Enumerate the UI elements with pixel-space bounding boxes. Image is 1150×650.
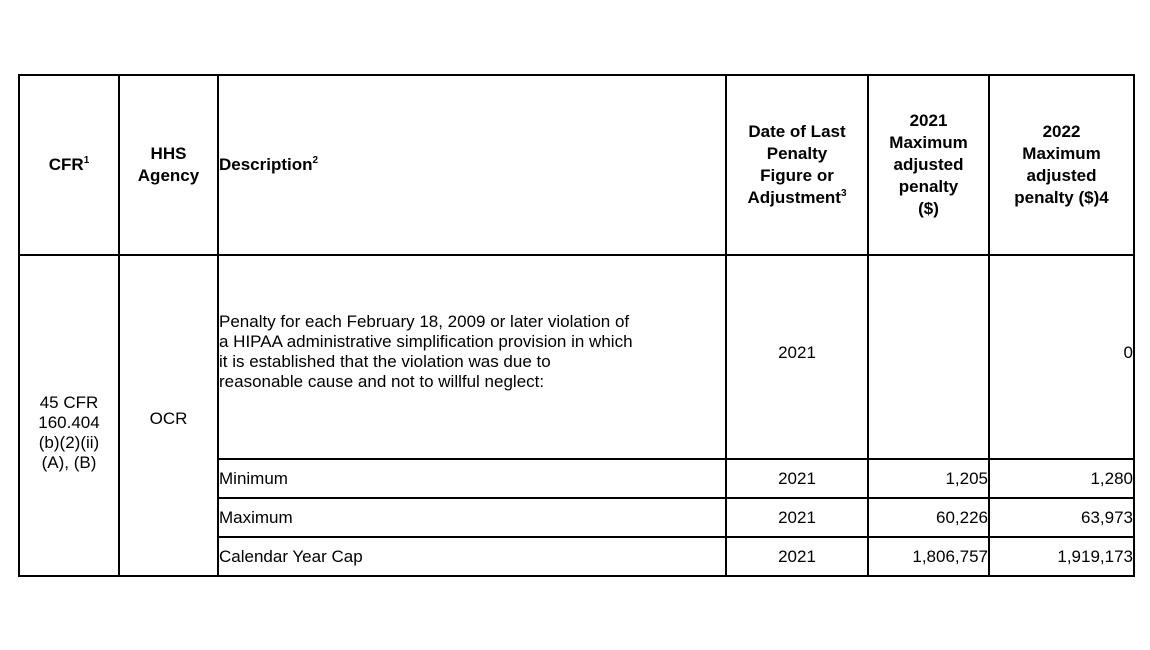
max-2021-cell (868, 255, 989, 459)
header-cfr (19, 75, 119, 255)
max-2021-value: 1,205 (945, 468, 988, 488)
header-max-2022-line: Maximum (1022, 144, 1101, 163)
description-cell (218, 498, 726, 537)
header-date-footnote: 3 (840, 188, 847, 199)
max-2021-cell (868, 459, 989, 498)
description-line: a HIPAA administrative simplification provision in which (219, 332, 633, 351)
cfr-line: 45 CFR (39, 392, 99, 412)
date-value: 2021 (778, 546, 816, 566)
header-description-footnote: 2 (312, 155, 319, 166)
description-cell (218, 537, 726, 576)
date-cell (726, 537, 868, 576)
description-value: Calendar Year Cap (219, 546, 363, 566)
header-agency-line: HHS (150, 144, 187, 163)
max-2021-value: 1,806,757 (912, 546, 988, 566)
description-value: Maximum (219, 507, 293, 527)
max-2022-value: 63,973 (1081, 507, 1133, 527)
header-max-2021-line: ($) (918, 199, 939, 218)
cfr-line: (A), (B) (41, 452, 97, 472)
max-2021-cell (868, 537, 989, 576)
max-2022-cell (989, 498, 1134, 537)
cfr-line: (b)(2)(ii) (38, 432, 100, 452)
description-cell (218, 255, 726, 459)
header-description (218, 75, 726, 255)
header-max-2021-line: penalty (898, 177, 959, 196)
cfr-line: 160.404 (38, 412, 100, 432)
header-max-2022-line: penalty ($)4 (1014, 188, 1109, 207)
agency-value: OCR (149, 408, 188, 428)
header-date-line: Penalty (766, 144, 828, 163)
header-agency (119, 75, 218, 255)
header-max-2022 (989, 75, 1134, 255)
description-line: Penalty for each February 18, 2009 or later violation of (219, 312, 630, 331)
header-date (726, 75, 868, 255)
header-agency-line: Agency (137, 166, 200, 185)
header-description-label: Description (219, 155, 313, 174)
header-max-2021-line: Maximum (889, 133, 968, 152)
header-date-line: Adjustment (747, 188, 841, 207)
penalty-table (18, 74, 1135, 577)
date-value: 2021 (778, 343, 816, 362)
table-row (19, 255, 1134, 459)
date-value: 2021 (778, 468, 816, 488)
max-2022-cell (989, 537, 1134, 576)
header-row (19, 75, 1134, 255)
description-cell (218, 459, 726, 498)
description-line: reasonable cause and not to willful neglect: (219, 372, 545, 391)
max-2022-value: 0 (1123, 343, 1133, 362)
header-max-2022-line: adjusted (1026, 166, 1097, 185)
max-2022-value: 1,280 (1090, 468, 1133, 488)
header-date-line: Figure or (760, 166, 834, 185)
header-max-2021 (868, 75, 989, 255)
header-max-2021-line: 2021 (909, 111, 948, 130)
date-cell (726, 498, 868, 537)
date-cell (726, 459, 868, 498)
max-2022-value: 1,919,173 (1057, 546, 1133, 566)
description-line: it is established that the violation was due to (219, 352, 551, 371)
max-2021-cell (868, 498, 989, 537)
max-2021-value: 60,226 (936, 507, 988, 527)
header-cfr-footnote: 1 (83, 155, 90, 166)
cfr-citation (38, 393, 99, 473)
date-value: 2021 (778, 507, 816, 527)
header-date-line: Date of Last (748, 122, 846, 141)
header-max-2022-line: 2022 (1042, 122, 1081, 141)
cfr-cell (19, 255, 119, 576)
agency-cell (119, 255, 218, 576)
header-max-2021-line: adjusted (893, 155, 964, 174)
description-value: Minimum (219, 468, 288, 488)
header-cfr-label: CFR (48, 155, 84, 174)
max-2022-cell (989, 255, 1134, 459)
date-cell (726, 255, 868, 459)
max-2022-cell (989, 459, 1134, 498)
